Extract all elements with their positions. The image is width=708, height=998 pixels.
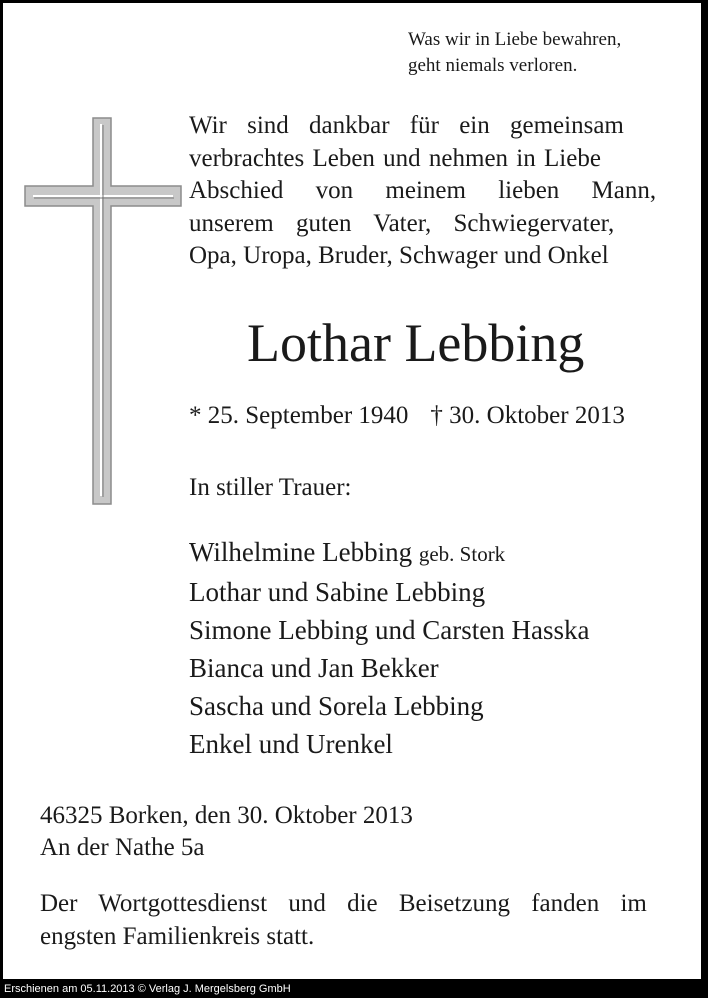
obituary-page bbox=[3, 3, 701, 979]
family-member-name: Wilhelmine Lebbing bbox=[189, 537, 413, 567]
family-member: Enkel und Urenkel bbox=[189, 729, 393, 759]
birth-date: * 25. September 1940 bbox=[189, 402, 409, 429]
funeral-note bbox=[40, 887, 667, 953]
publication-footer: Erschienen am 05.11.2013 © Verlag J. Mergelsberg GmbH bbox=[4, 983, 291, 995]
death-date: † 30. Oktober 2013 bbox=[430, 402, 625, 429]
intro-line-1 bbox=[189, 110, 671, 143]
cross-icon bbox=[23, 116, 183, 506]
family-member bbox=[189, 533, 589, 573]
address-block bbox=[40, 800, 413, 864]
motto-line-1: Was wir in Liebe bewahren, bbox=[408, 29, 622, 50]
life-dates bbox=[189, 400, 625, 432]
intro-line-4: unserem guten Vater, Schwiegervater, bbox=[189, 209, 615, 237]
family-member: Bianca und Jan Bekker bbox=[189, 653, 439, 683]
family-member: Lothar und Sabine Lebbing bbox=[189, 577, 486, 607]
intro-line-2: verbrachtes Leben und nehmen in Liebe bbox=[189, 144, 601, 172]
motto-line-2: geht niemals verloren. bbox=[408, 55, 578, 76]
intro-line-5: Opa, Uropa, Bruder, Schwager und Onkel bbox=[189, 242, 609, 269]
intro-line-3: Abschied von meinem lieben Mann, bbox=[189, 177, 657, 204]
intro-text bbox=[189, 110, 671, 273]
funeral-note-line-1: Der Wortgottesdienst und die Beisetzung fanden im bbox=[40, 890, 647, 917]
funeral-note-line-2: engsten Familienkreis statt. bbox=[40, 923, 315, 950]
family-member: Simone Lebbing und Carsten Hasska bbox=[189, 615, 590, 645]
street-address: An der Nathe 5a bbox=[40, 834, 205, 861]
family-member-suffix: geb. Stork bbox=[418, 542, 506, 566]
intro-line-1-text: Wir sind dankbar für ein gemeinsam bbox=[189, 112, 624, 139]
family-list bbox=[189, 533, 589, 763]
place-date: 46325 Borken, den 30. Oktober 2013 bbox=[40, 802, 413, 829]
mourning-label: In stiller Trauer: bbox=[189, 474, 352, 501]
family-member: Sascha und Sorela Lebbing bbox=[189, 691, 484, 721]
deceased-name: Lothar Lebbing bbox=[247, 313, 585, 373]
